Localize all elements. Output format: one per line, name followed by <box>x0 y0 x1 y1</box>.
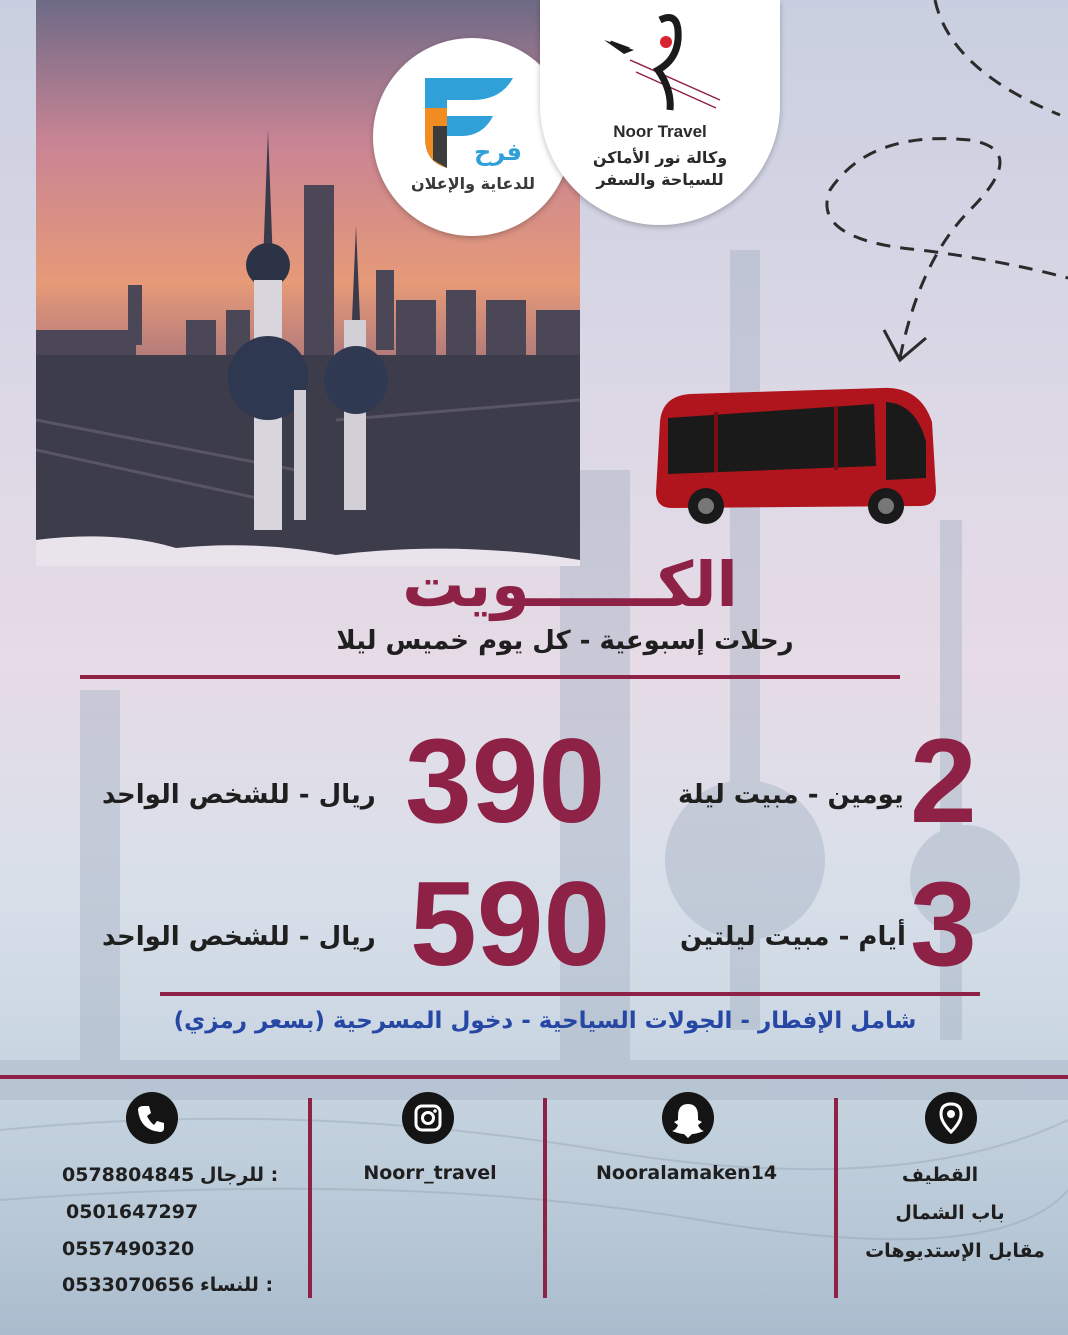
phone-icon <box>126 1092 178 1144</box>
dashed-path-decoration <box>800 0 1068 380</box>
package-2-days: 3 <box>910 857 977 991</box>
footer-separator-2 <box>543 1098 547 1298</box>
farah-tagline: للدعاية والإعلان <box>410 174 536 193</box>
divider-footer <box>0 1075 1068 1079</box>
divider-middle <box>160 992 980 996</box>
noor-tagline-ar: للسياحة والسفر <box>596 170 724 189</box>
phone-number-3[interactable]: 0557490320 <box>62 1238 195 1260</box>
men-label: للرجال : <box>200 1164 279 1186</box>
bus-icon <box>650 382 940 528</box>
divider-top <box>80 675 900 679</box>
snapchat-handle[interactable]: Nooralamaken14 <box>596 1162 778 1184</box>
women-label: للنساء : <box>200 1274 274 1296</box>
package-1-days: 2 <box>910 714 977 848</box>
package-2-stay: أيام - مبيت ليلتين <box>680 922 906 952</box>
phone-number-4[interactable]: 0533070656 <box>62 1274 195 1296</box>
location-line-2: باب الشمال <box>895 1202 1005 1224</box>
phone-number-1[interactable]: 0578804845 <box>62 1164 195 1186</box>
instagram-handle[interactable]: Noorr_travel <box>363 1162 497 1184</box>
package-2-price-note: ريال - للشخص الواحد <box>102 922 376 952</box>
location-line-3: مقابل الإستديوهات <box>865 1240 1045 1262</box>
noor-name-en: Noor Travel <box>613 122 707 141</box>
phone-number-2[interactable]: 0501647297 <box>66 1201 199 1223</box>
package-1-price-note: ريال - للشخص الواحد <box>102 780 376 810</box>
schedule-subtitle: رحلات إسبوعية - كل يوم خميس ليلا <box>336 626 794 656</box>
plane-icon <box>540 0 780 120</box>
farah-name: فرح <box>474 138 522 166</box>
location-line-1: القطيف <box>901 1164 979 1186</box>
footer-separator-1 <box>308 1098 312 1298</box>
destination-title: الكــــــويت <box>402 548 738 621</box>
snapchat-icon <box>662 1092 714 1144</box>
location-pin-icon <box>925 1092 977 1144</box>
instagram-icon <box>402 1092 454 1144</box>
package-1-stay: يومين - مبيت ليلة <box>678 780 904 810</box>
includes-text: شامل الإفطار - الجولات السياحية - دخول المسرحية (بسعر رمزي) <box>173 1008 917 1034</box>
footer-separator-3 <box>834 1098 838 1298</box>
noor-name-ar: وكالة نور الأماكن <box>592 148 728 167</box>
package-1-price: 390 <box>405 714 606 848</box>
package-2-price: 590 <box>410 857 611 991</box>
